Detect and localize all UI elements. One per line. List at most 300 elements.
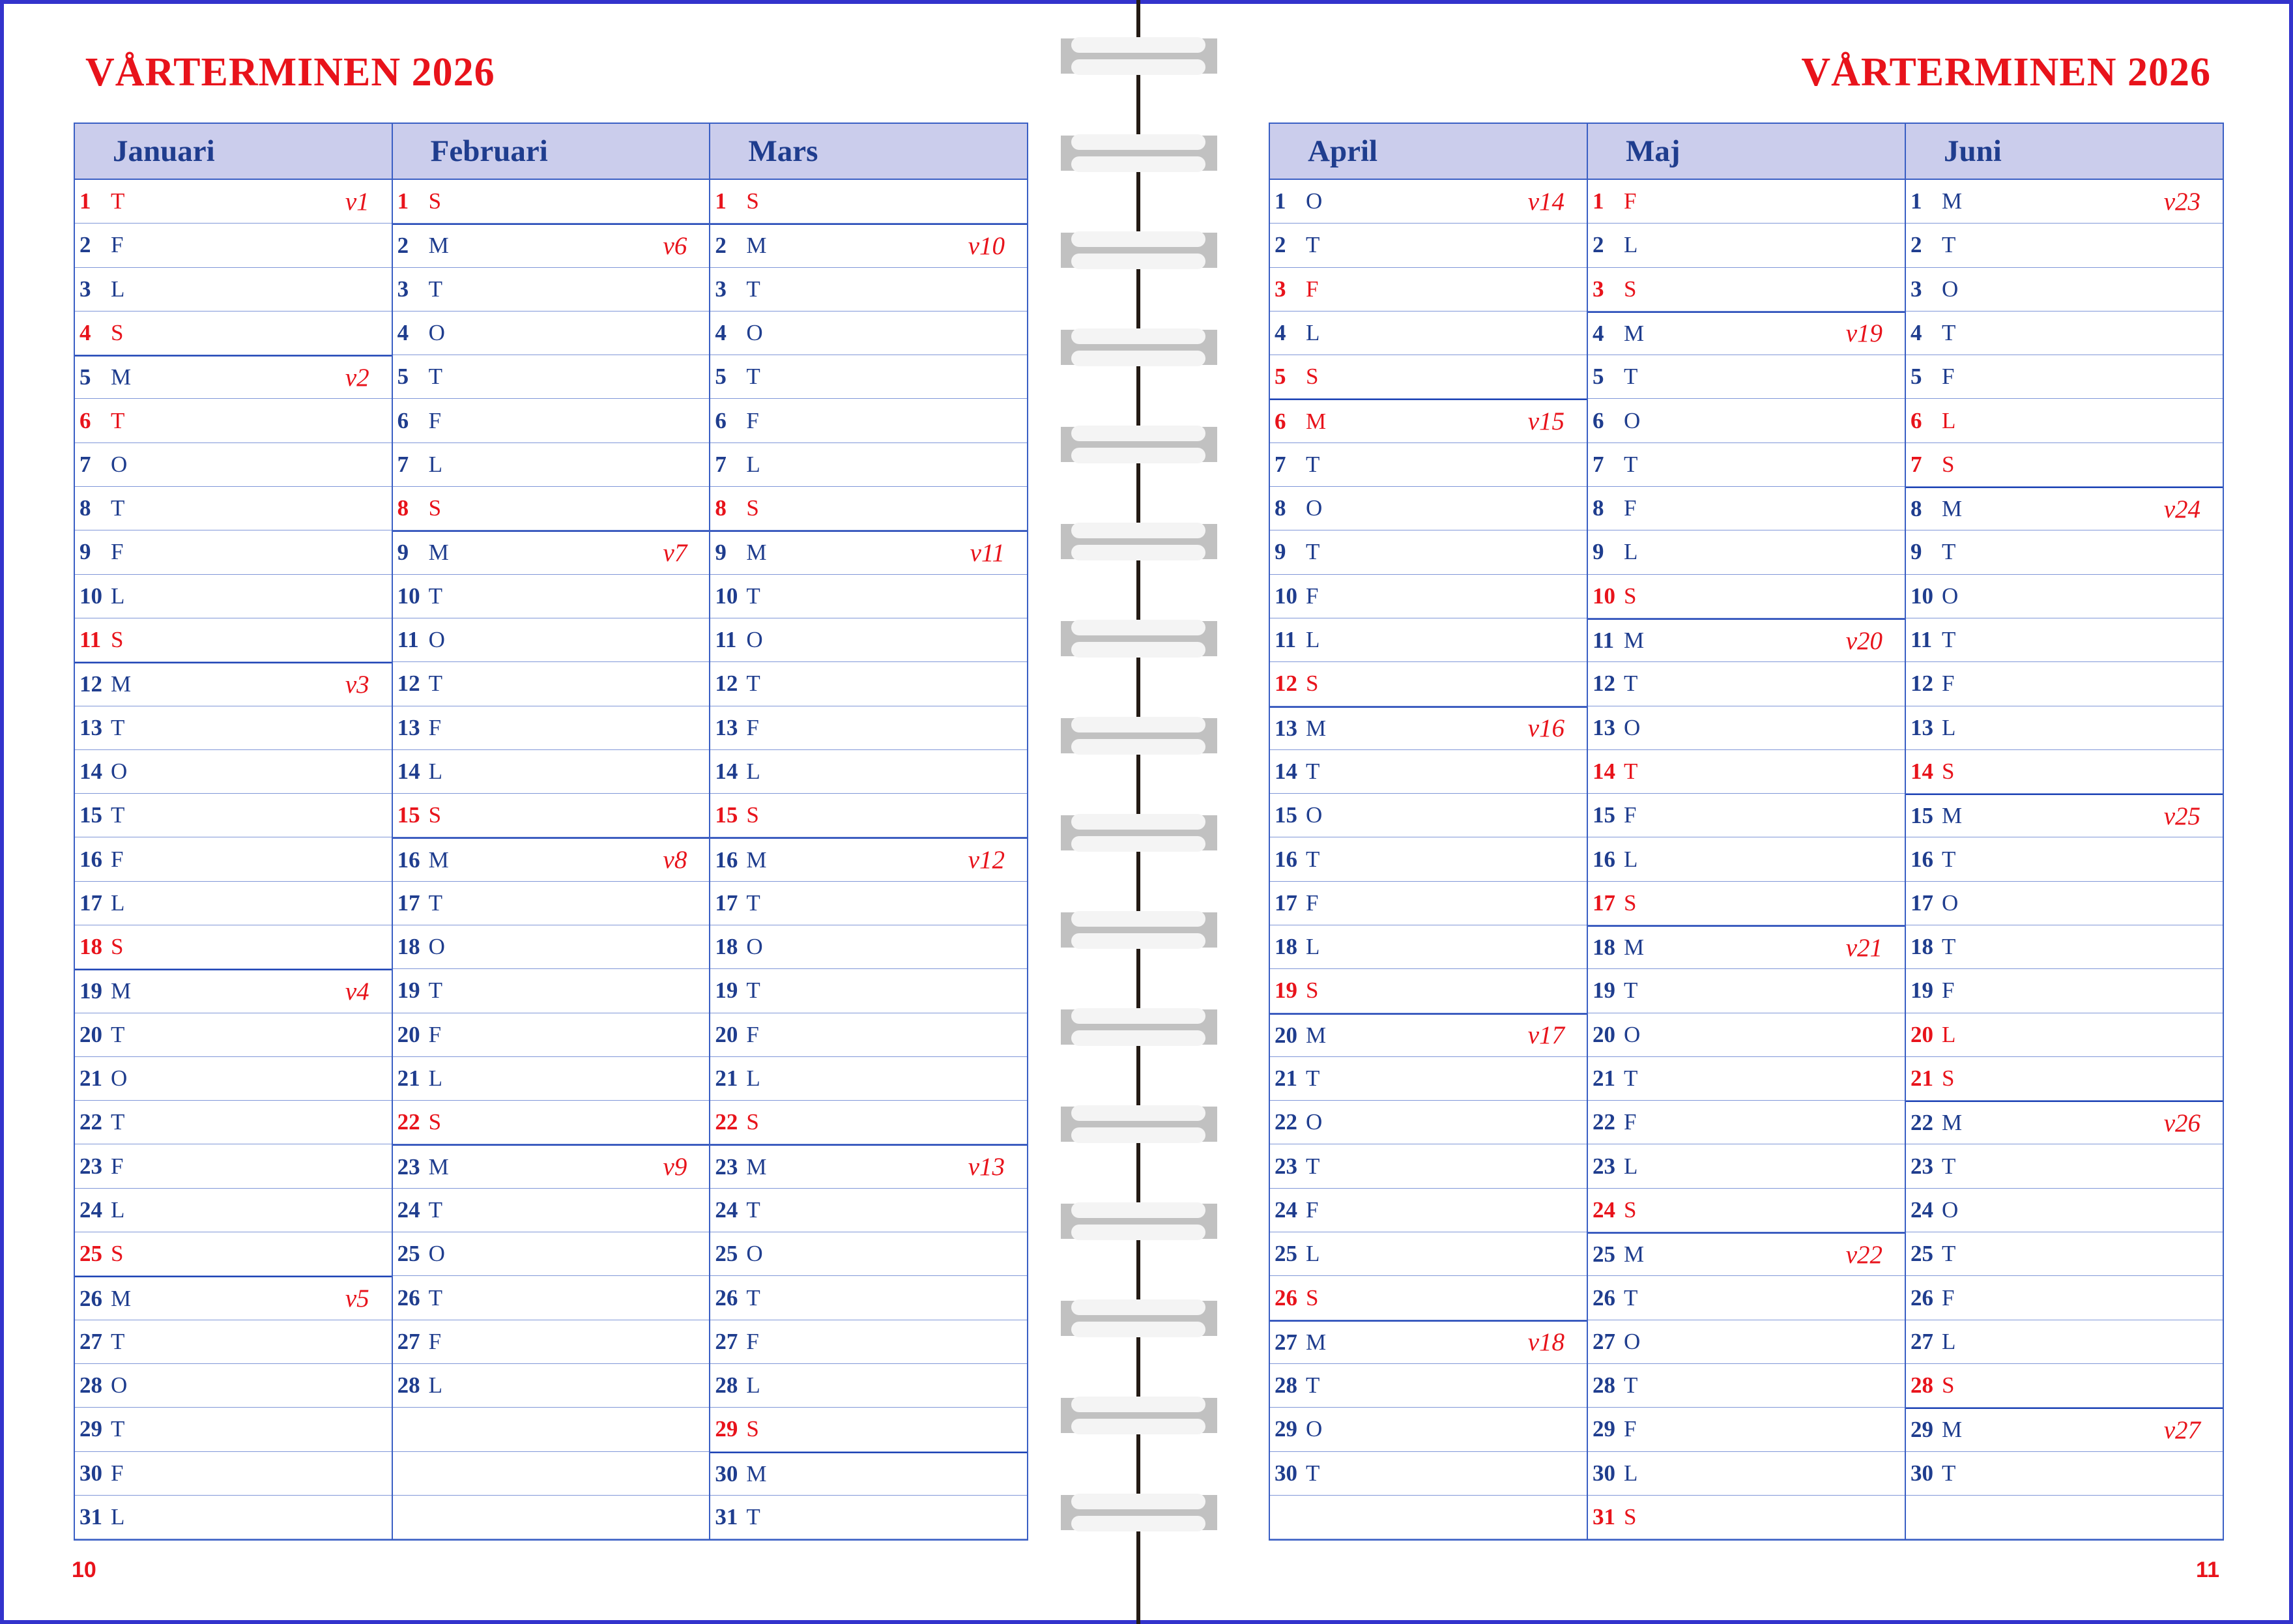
day-number: 2 xyxy=(397,233,409,259)
day-number: 1 xyxy=(1911,188,1922,214)
day-row xyxy=(1270,1189,1587,1232)
day-row xyxy=(393,925,710,969)
day-row xyxy=(75,1101,392,1144)
day-row xyxy=(1270,1101,1587,1144)
weekday-letter: O xyxy=(746,319,763,345)
weekday-letter: T xyxy=(746,1503,760,1530)
day-row xyxy=(1906,224,2223,267)
day-number: 2 xyxy=(1911,232,1922,258)
month-column xyxy=(393,124,711,1539)
weekday-letter: S xyxy=(1942,1066,1955,1092)
day-row xyxy=(1906,268,2223,312)
weekday-letter: M xyxy=(428,847,449,873)
weekday-letter: M xyxy=(1942,1417,1963,1443)
weekday-letter: T xyxy=(1306,1066,1320,1092)
week-number: v12 xyxy=(968,846,1005,875)
day-number: 14 xyxy=(79,758,102,784)
day-row xyxy=(1588,224,1905,267)
day-number: 7 xyxy=(397,451,409,477)
day-number: 6 xyxy=(1275,408,1286,434)
weekday-letter: M xyxy=(1306,408,1327,434)
weekday-letter: T xyxy=(746,1284,760,1311)
day-number: 1 xyxy=(1275,188,1286,214)
day-row xyxy=(1906,1057,2223,1101)
weekday-letter: T xyxy=(1306,1153,1320,1179)
weekday-letter: F xyxy=(746,407,759,433)
page-number-right: 11 xyxy=(2196,1558,2219,1582)
weekday-letter: T xyxy=(111,1416,125,1442)
weekday-letter: O xyxy=(746,934,763,960)
month-column xyxy=(1906,124,2223,1539)
day-number: 4 xyxy=(397,319,409,345)
weekday-letter: S xyxy=(746,802,759,828)
day-row xyxy=(1588,662,1905,706)
month-header: Februari xyxy=(393,124,710,180)
weekday-letter: F xyxy=(1306,583,1319,609)
day-row xyxy=(710,1144,1027,1188)
empty-row xyxy=(1906,1496,2223,1539)
weekday-letter: M xyxy=(1624,628,1645,654)
day-number: 2 xyxy=(79,232,91,258)
weekday-letter: M xyxy=(1942,496,1963,522)
weekday-letter: M xyxy=(746,1460,767,1486)
week-number: v5 xyxy=(345,1284,369,1312)
day-row xyxy=(1588,1189,1905,1232)
week-number: v6 xyxy=(663,231,687,260)
day-number: 23 xyxy=(1911,1153,1933,1179)
day-number: 5 xyxy=(715,364,727,390)
day-row xyxy=(75,443,392,487)
day-row xyxy=(1588,1408,1905,1451)
weekday-letter: F xyxy=(428,407,442,433)
weekday-letter: O xyxy=(428,1241,445,1267)
spiral-ring xyxy=(1061,418,1217,471)
day-row xyxy=(710,618,1027,662)
day-row xyxy=(75,180,392,224)
weekday-letter: S xyxy=(111,934,124,960)
day-row xyxy=(1588,180,1905,224)
day-number: 18 xyxy=(79,934,102,960)
day-number: 5 xyxy=(1593,364,1604,390)
weekday-letter: O xyxy=(1306,1109,1323,1135)
day-number: 7 xyxy=(1593,451,1604,477)
day-number: 30 xyxy=(1275,1460,1297,1486)
weekday-letter: T xyxy=(1306,1372,1320,1399)
weekday-letter: O xyxy=(1306,188,1323,214)
day-number: 27 xyxy=(397,1328,420,1354)
day-number: 28 xyxy=(1911,1372,1933,1399)
spiral-ring xyxy=(1061,126,1217,180)
day-row xyxy=(1270,575,1587,618)
day-row xyxy=(75,1232,392,1276)
day-row xyxy=(1588,1232,1905,1276)
day-number: 18 xyxy=(1275,934,1297,960)
day-row xyxy=(1906,399,2223,442)
weekday-letter: L xyxy=(1624,1153,1638,1179)
day-row xyxy=(75,268,392,312)
day-number: 23 xyxy=(715,1153,738,1180)
day-row xyxy=(1906,1144,2223,1188)
day-number: 6 xyxy=(715,407,727,433)
day-row xyxy=(710,224,1027,267)
empty-row xyxy=(393,1496,710,1539)
month-header: Januari xyxy=(75,124,392,180)
day-row xyxy=(1588,1320,1905,1364)
day-number: 12 xyxy=(397,671,420,697)
day-number: 18 xyxy=(1911,934,1933,960)
day-number: 8 xyxy=(715,495,727,521)
day-number: 25 xyxy=(1275,1241,1297,1267)
weekday-letter: S xyxy=(1942,451,1955,477)
weekday-letter: O xyxy=(746,627,763,653)
week-number: v22 xyxy=(1845,1240,1882,1269)
day-row xyxy=(393,1320,710,1364)
day-number: 22 xyxy=(1593,1109,1615,1135)
day-number: 1 xyxy=(79,188,91,214)
week-number: v1 xyxy=(345,187,369,216)
day-number: 24 xyxy=(715,1196,738,1223)
day-number: 9 xyxy=(715,540,727,566)
day-row xyxy=(1906,1013,2223,1057)
day-number: 1 xyxy=(397,188,409,214)
day-row xyxy=(1270,1364,1587,1408)
day-row xyxy=(1588,575,1905,618)
weekday-letter: T xyxy=(746,978,760,1004)
day-number: 18 xyxy=(1593,935,1615,961)
weekday-letter: M xyxy=(428,540,449,566)
day-row xyxy=(1270,487,1587,530)
weekday-letter: M xyxy=(111,978,132,1004)
spiral-ring xyxy=(1061,29,1217,83)
day-row xyxy=(710,1364,1027,1408)
weekday-letter: M xyxy=(111,671,132,697)
day-number: 26 xyxy=(1593,1284,1615,1311)
day-number: 9 xyxy=(79,539,91,565)
spiral-ring xyxy=(1061,709,1217,762)
day-number: 20 xyxy=(1593,1021,1615,1047)
day-number: 17 xyxy=(397,890,420,916)
day-row xyxy=(393,1057,710,1101)
weekday-letter: L xyxy=(111,890,125,916)
weekday-letter: T xyxy=(111,495,125,521)
spiral-ring xyxy=(1061,612,1217,665)
day-row xyxy=(1270,1013,1587,1057)
day-row xyxy=(1906,837,2223,881)
day-number: 29 xyxy=(1593,1416,1615,1442)
day-row xyxy=(1906,443,2223,487)
day-row xyxy=(1906,706,2223,750)
day-row xyxy=(710,1408,1027,1451)
day-number: 21 xyxy=(397,1066,420,1092)
weekday-letter: T xyxy=(111,188,125,214)
weekday-letter: T xyxy=(1942,627,1956,653)
day-number: 11 xyxy=(1911,627,1933,653)
weekday-letter: F xyxy=(1942,978,1955,1004)
day-row xyxy=(393,1013,710,1057)
day-row xyxy=(710,1276,1027,1320)
weekday-letter: L xyxy=(746,1066,760,1092)
day-row xyxy=(710,1189,1027,1232)
day-row xyxy=(75,1408,392,1451)
weekday-letter: S xyxy=(428,188,442,214)
weekday-letter: F xyxy=(1306,890,1319,916)
day-number: 3 xyxy=(1911,276,1922,302)
day-row xyxy=(1588,1364,1905,1408)
weekday-letter: T xyxy=(1624,671,1638,697)
weekday-letter: M xyxy=(746,233,767,259)
day-row xyxy=(710,837,1027,881)
day-row xyxy=(710,443,1027,487)
day-row xyxy=(1906,1276,2223,1320)
week-number: v20 xyxy=(1845,626,1882,655)
day-number: 12 xyxy=(715,671,738,697)
weekday-letter: T xyxy=(111,802,125,828)
day-row xyxy=(1270,662,1587,706)
day-number: 27 xyxy=(79,1328,102,1354)
weekday-letter: T xyxy=(428,890,443,916)
week-number: v8 xyxy=(663,846,687,875)
day-row xyxy=(1906,1452,2223,1496)
day-number: 11 xyxy=(715,627,737,653)
weekday-letter: M xyxy=(1306,1329,1327,1355)
weekday-letter: F xyxy=(111,1153,124,1179)
day-number: 6 xyxy=(1911,407,1922,433)
day-number: 20 xyxy=(1275,1022,1297,1048)
weekday-letter: S xyxy=(746,1416,759,1442)
weekday-letter: F xyxy=(1624,495,1637,521)
day-row xyxy=(1588,268,1905,312)
empty-row xyxy=(393,1452,710,1496)
day-row xyxy=(1906,487,2223,530)
day-number: 7 xyxy=(79,451,91,477)
weekday-letter: M xyxy=(746,540,767,566)
weekday-letter: S xyxy=(1306,1284,1319,1311)
day-number: 8 xyxy=(397,495,409,521)
day-row xyxy=(1906,925,2223,969)
day-number: 16 xyxy=(715,847,738,873)
day-number: 19 xyxy=(79,978,102,1004)
day-row xyxy=(1588,969,1905,1013)
month-header: Juni xyxy=(1906,124,2223,180)
day-number: 4 xyxy=(1593,320,1604,346)
day-row xyxy=(393,662,710,706)
weekday-letter: S xyxy=(1624,583,1637,609)
day-row xyxy=(393,443,710,487)
weekday-letter: F xyxy=(1942,1284,1955,1311)
weekday-letter: T xyxy=(746,583,760,609)
day-row xyxy=(1270,443,1587,487)
day-number: 17 xyxy=(1593,890,1615,916)
day-number: 15 xyxy=(1275,802,1297,828)
day-number: 19 xyxy=(715,978,738,1004)
day-row xyxy=(393,399,710,442)
day-number: 12 xyxy=(1275,671,1297,697)
weekday-letter: M xyxy=(111,1285,132,1311)
weekday-letter: L xyxy=(428,1372,443,1399)
weekday-letter: O xyxy=(1624,714,1641,740)
weekday-letter: L xyxy=(428,758,443,784)
day-number: 27 xyxy=(1275,1329,1297,1355)
weekday-letter: F xyxy=(746,1328,759,1354)
weekday-letter: M xyxy=(746,1153,767,1180)
day-number: 27 xyxy=(1911,1328,1933,1354)
day-row xyxy=(1270,794,1587,837)
day-number: 23 xyxy=(397,1153,420,1180)
day-number: 30 xyxy=(715,1460,738,1486)
weekday-letter: F xyxy=(746,1021,759,1047)
day-number: 18 xyxy=(715,934,738,960)
day-number: 3 xyxy=(715,276,727,302)
weekday-letter: L xyxy=(746,1372,760,1399)
day-number: 25 xyxy=(79,1241,102,1267)
day-row xyxy=(1588,837,1905,881)
day-row xyxy=(1588,794,1905,837)
day-row xyxy=(1270,399,1587,442)
day-number: 8 xyxy=(79,495,91,521)
day-row xyxy=(710,268,1027,312)
weekday-letter: O xyxy=(428,627,445,653)
week-number: v19 xyxy=(1845,319,1882,348)
weekday-letter: T xyxy=(1306,539,1320,565)
day-row xyxy=(1906,180,2223,224)
weekday-letter: M xyxy=(428,233,449,259)
weekday-letter: T xyxy=(428,978,443,1004)
day-row xyxy=(1906,312,2223,355)
weekday-letter: S xyxy=(111,627,124,653)
day-number: 27 xyxy=(1593,1328,1615,1354)
day-number: 20 xyxy=(1911,1021,1933,1047)
day-number: 17 xyxy=(715,890,738,916)
day-row xyxy=(1588,1057,1905,1101)
weekday-letter: S xyxy=(1306,364,1319,390)
day-number: 23 xyxy=(79,1153,102,1179)
week-number: v3 xyxy=(345,670,369,699)
day-row xyxy=(710,1452,1027,1496)
day-row xyxy=(1588,706,1905,750)
day-row xyxy=(1270,1452,1587,1496)
weekday-letter: L xyxy=(428,451,443,477)
weekday-letter: O xyxy=(111,1372,128,1399)
day-row xyxy=(75,530,392,574)
day-row xyxy=(393,268,710,312)
weekday-letter: O xyxy=(1306,802,1323,828)
weekday-letter: O xyxy=(1624,407,1641,433)
spiral-ring xyxy=(1061,903,1217,957)
weekday-letter: F xyxy=(746,714,759,740)
weekday-letter: T xyxy=(428,364,443,390)
day-row xyxy=(75,1320,392,1364)
day-number: 12 xyxy=(1911,671,1933,697)
day-row xyxy=(710,312,1027,355)
day-number: 10 xyxy=(1275,583,1297,609)
day-number: 8 xyxy=(1275,495,1286,521)
week-number: v25 xyxy=(2163,802,2200,830)
day-number: 1 xyxy=(715,188,727,214)
week-number: v24 xyxy=(2163,495,2200,523)
day-row xyxy=(1906,750,2223,794)
day-number: 2 xyxy=(715,233,727,259)
day-row xyxy=(1270,706,1587,750)
weekday-letter: O xyxy=(1942,890,1959,916)
day-number: 21 xyxy=(1593,1066,1615,1092)
day-row xyxy=(75,1013,392,1057)
day-number: 25 xyxy=(1593,1241,1615,1268)
day-number: 28 xyxy=(397,1372,420,1399)
day-row xyxy=(75,312,392,355)
day-number: 23 xyxy=(1275,1153,1297,1179)
day-row xyxy=(1270,1232,1587,1276)
day-row xyxy=(393,1189,710,1232)
weekday-letter: T xyxy=(1942,319,1956,345)
day-row xyxy=(1270,312,1587,355)
day-row xyxy=(1588,1496,1905,1539)
day-row xyxy=(75,1496,392,1539)
day-row xyxy=(710,487,1027,530)
day-number: 8 xyxy=(1593,495,1604,521)
day-row xyxy=(1588,750,1905,794)
day-number: 13 xyxy=(1593,714,1615,740)
day-number: 19 xyxy=(1275,978,1297,1004)
weekday-letter: L xyxy=(1942,714,1956,740)
day-row xyxy=(393,1144,710,1188)
day-row xyxy=(1588,487,1905,530)
weekday-letter: T xyxy=(1942,1460,1956,1486)
weekday-letter: S xyxy=(428,495,442,521)
weekday-letter: T xyxy=(1306,846,1320,872)
week-number: v7 xyxy=(663,538,687,567)
day-number: 21 xyxy=(1911,1066,1933,1092)
day-number: 25 xyxy=(397,1241,420,1267)
weekday-letter: F xyxy=(428,1021,442,1047)
weekday-letter: O xyxy=(1942,1196,1959,1223)
day-number: 15 xyxy=(79,802,102,828)
weekday-letter: T xyxy=(111,714,125,740)
weekday-letter: S xyxy=(1624,276,1637,302)
day-number: 11 xyxy=(1275,627,1297,653)
day-number: 26 xyxy=(1911,1284,1933,1311)
day-number: 30 xyxy=(1593,1460,1615,1486)
day-row xyxy=(710,180,1027,224)
day-row xyxy=(75,224,392,267)
weekday-letter: T xyxy=(1942,1153,1956,1179)
day-number: 22 xyxy=(715,1109,738,1135)
day-row xyxy=(1588,312,1905,355)
day-number: 5 xyxy=(1911,364,1922,390)
weekday-letter: M xyxy=(1942,1110,1963,1136)
weekday-letter: M xyxy=(1624,935,1645,961)
day-row xyxy=(710,1013,1027,1057)
day-row xyxy=(75,837,392,881)
week-number: v15 xyxy=(1527,407,1565,436)
day-row xyxy=(1906,1101,2223,1144)
month-header: Maj xyxy=(1588,124,1905,180)
weekday-letter: O xyxy=(1942,276,1959,302)
day-row xyxy=(1906,1189,2223,1232)
week-number: v10 xyxy=(968,231,1005,260)
day-number: 30 xyxy=(79,1460,102,1486)
day-row xyxy=(1270,837,1587,881)
weekday-letter: L xyxy=(1624,846,1638,872)
spiral-ring xyxy=(1061,224,1217,277)
weekday-letter: O xyxy=(1942,583,1959,609)
weekday-letter: L xyxy=(1942,1328,1956,1354)
day-number: 31 xyxy=(715,1503,738,1530)
spiral-ring xyxy=(1061,1389,1217,1442)
weekday-letter: L xyxy=(111,276,125,302)
day-row xyxy=(710,794,1027,837)
day-row xyxy=(393,794,710,837)
weekday-letter: T xyxy=(746,276,760,302)
